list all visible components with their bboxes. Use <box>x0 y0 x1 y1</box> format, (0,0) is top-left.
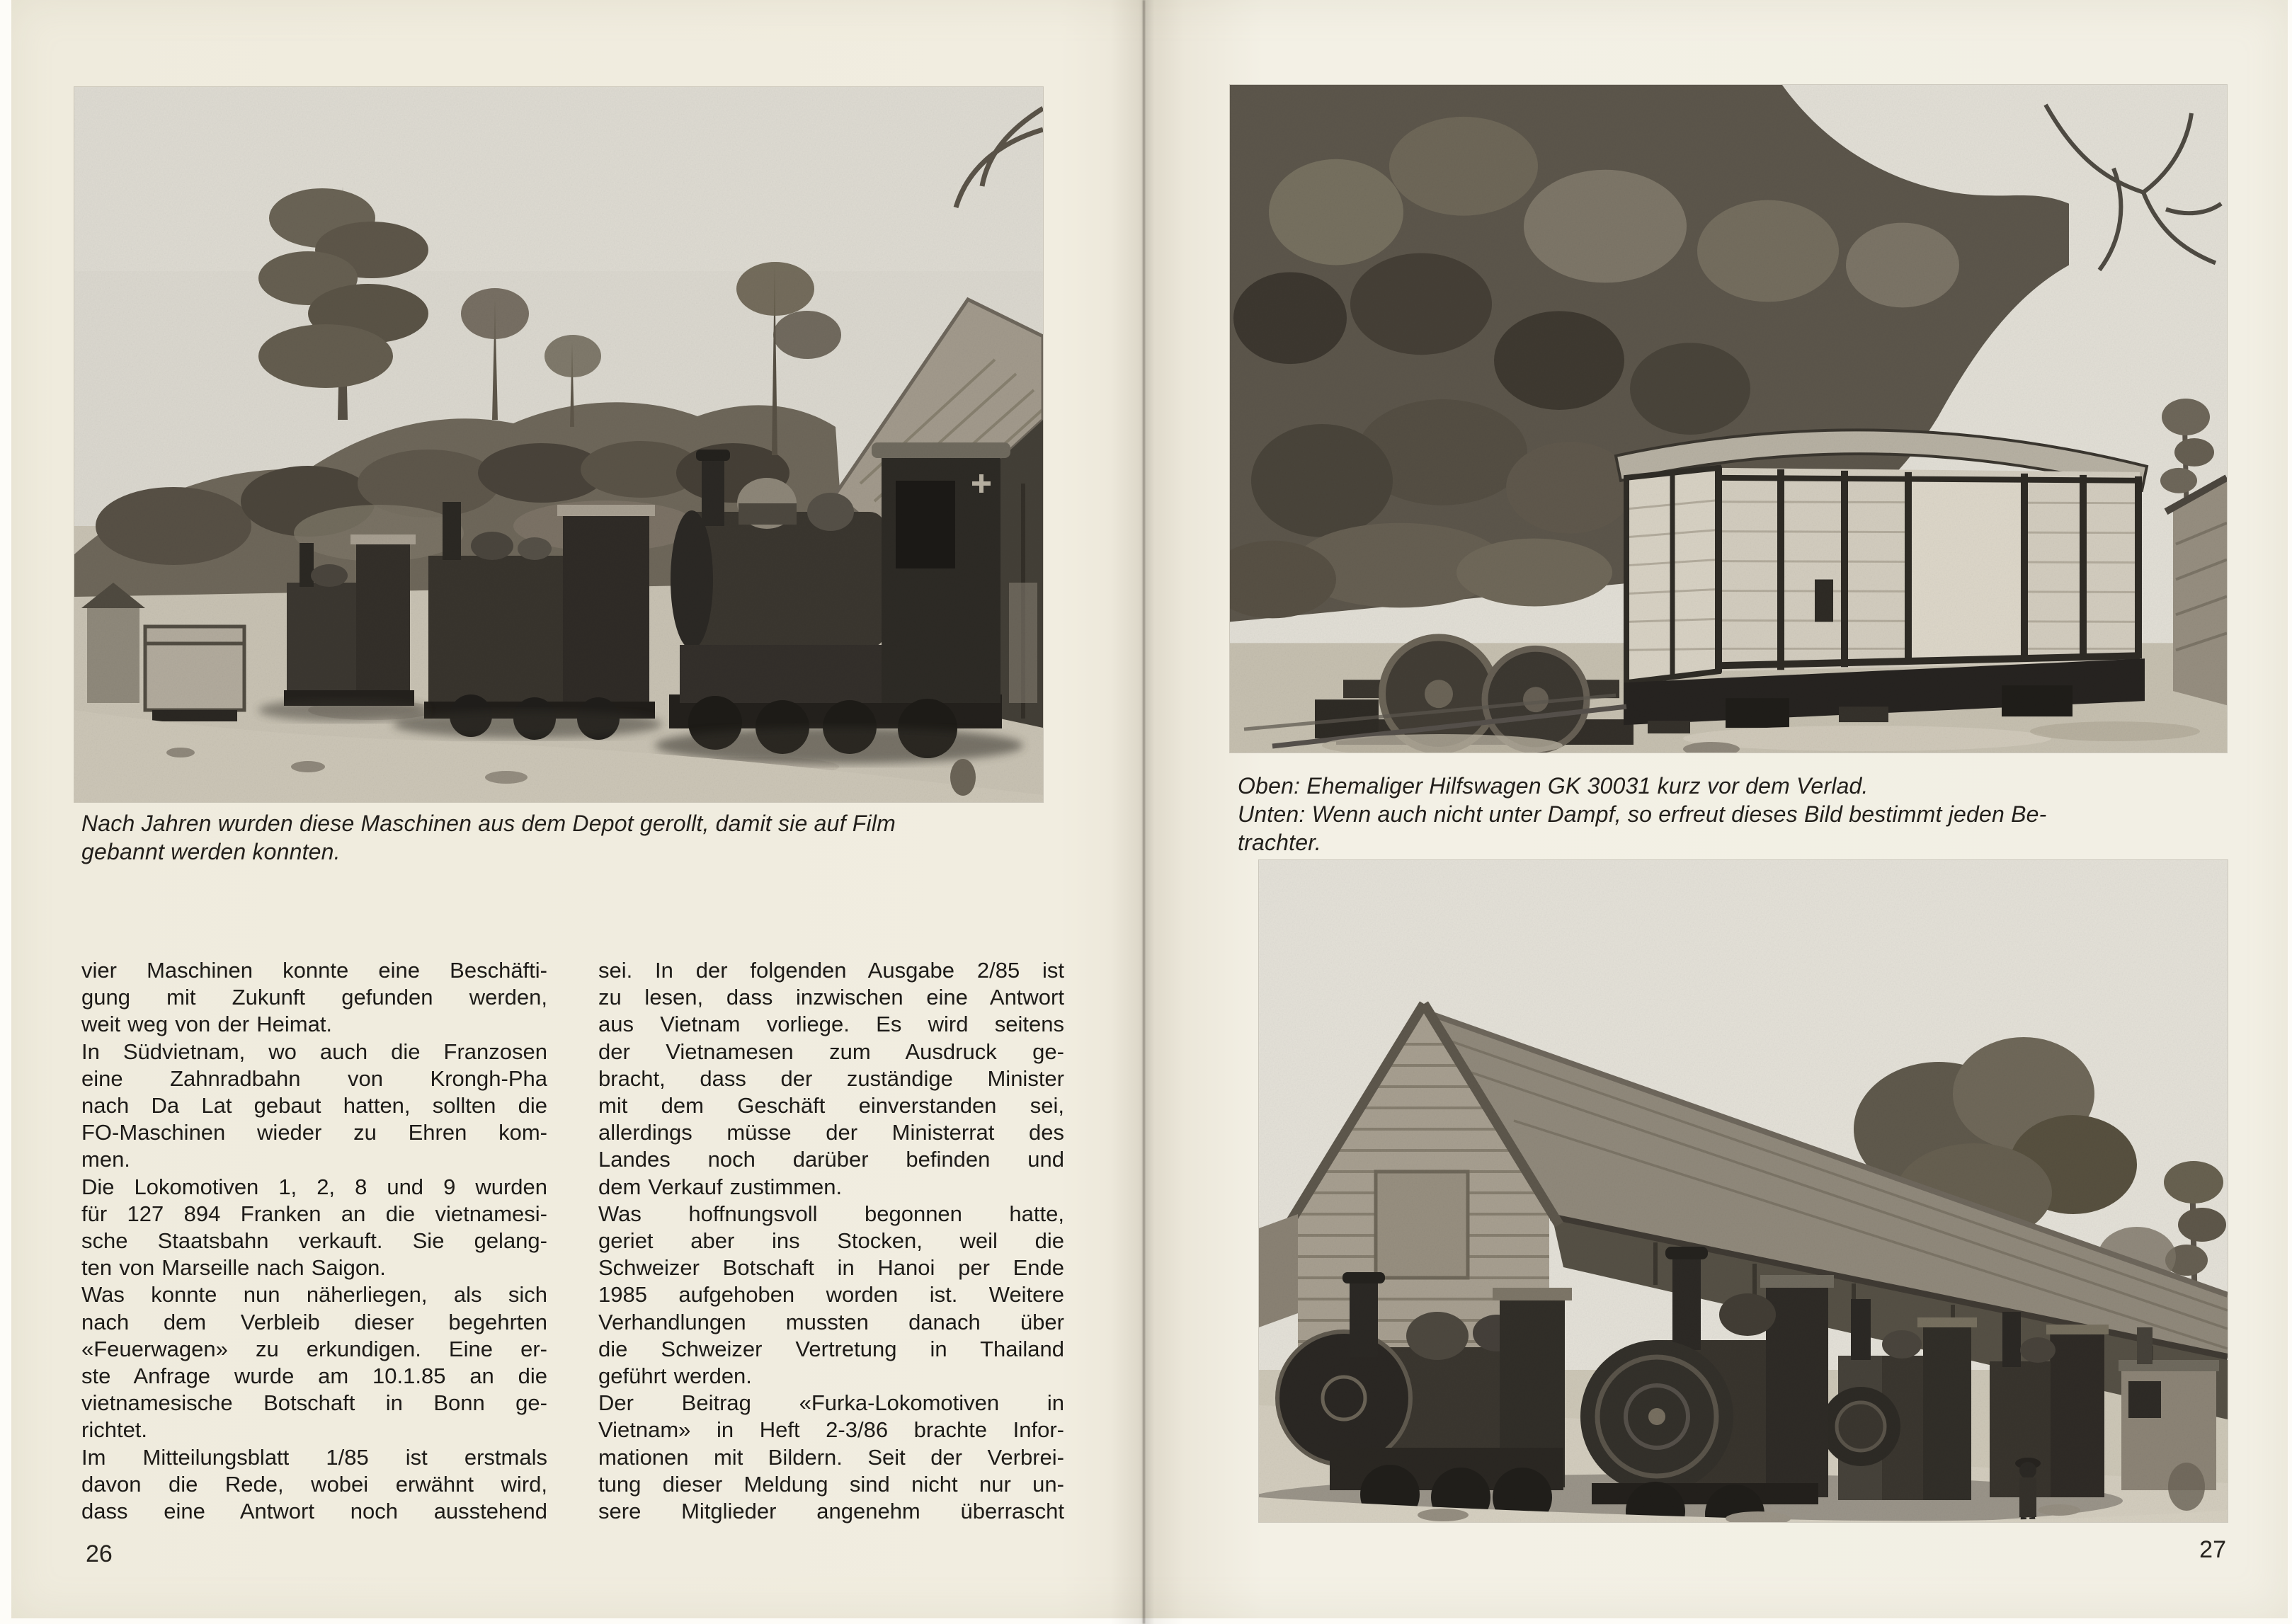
body-line: Der Beitrag «Furka-Lokomotiven in <box>598 1390 1064 1416</box>
caption-photos-right <box>1238 772 2229 857</box>
photo-depot-illustration <box>74 87 1043 802</box>
photo-shed-locomotive-row <box>1259 860 2228 1522</box>
body-line: eine Zahnradbahn von Krongh-Pha <box>81 1065 547 1091</box>
photo-depot-locomotive-lineup <box>74 87 1043 802</box>
body-line: In Südvietnam, wo auch die Franzosen <box>81 1039 547 1064</box>
body-line: sche Staatsbahn verkauft. Sie gelang- <box>81 1228 547 1254</box>
body-line: Verhandlungen mussten danach über <box>598 1309 1064 1334</box>
body-line: davon die Rede, wobei erwähnt wird, <box>81 1471 547 1497</box>
photo-shed-illustration <box>1259 860 2228 1522</box>
page-gutter-fold <box>1110 0 1184 1624</box>
body-line: tung dieser Meldung sind nicht nur un- <box>598 1471 1064 1497</box>
photo-hilfswagen-illustration <box>1230 85 2227 753</box>
body-line: nach dem Verbleib dieser begehrten <box>81 1309 547 1334</box>
body-line: ste Anfrage wurde am 10.1.85 an die <box>81 1363 547 1389</box>
caption-line: Unten: Wenn auch nicht unter Dampf, so erfreut dieses Bild bestimmt jeden Be- <box>1238 801 2047 827</box>
body-line: allerdings müsse der Ministerrat des <box>598 1120 1064 1145</box>
page-number-26: 26 <box>86 1540 113 1567</box>
body-line: nach Da Lat gebaut hatten, sollten die <box>81 1093 547 1119</box>
caption-line: Oben: Ehemaliger Hilfswagen GK 30031 kurz vor dem Verlad. <box>1238 773 1869 799</box>
body-line: mationen mit Bildern. Seit der Verbrei- <box>598 1444 1064 1470</box>
photo-hilfswagen-gk30031 <box>1230 85 2227 753</box>
body-line: Die Lokomotiven 1, 2, 8 und 9 wurden <box>81 1174 547 1199</box>
body-line: dass eine Antwort noch ausstehend <box>81 1499 547 1524</box>
body-line: Im Mitteilungsblatt 1/85 ist erstmals <box>81 1444 547 1470</box>
body-line: FO-Maschinen wieder zu Ehren kom- <box>81 1120 547 1145</box>
body-line: Was hoffnungsvoll begonnen hatte, <box>598 1201 1064 1226</box>
body-line: men. <box>81 1147 130 1172</box>
body-line: gung mit Zukunft gefunden werden, <box>81 985 547 1010</box>
body-line: für 127 894 Franken an die vietnamesi- <box>81 1201 547 1226</box>
body-line: bracht, dass der zuständige Minister <box>598 1065 1064 1091</box>
body-line: weit weg von der Heimat. <box>81 1012 333 1037</box>
body-line: geriet aber ins Stocken, weil die <box>598 1228 1064 1254</box>
body-line: Was konnte nun näherliegen, als sich <box>81 1282 547 1308</box>
body-line: ten von Marseille nach Saigon. <box>81 1255 386 1281</box>
body-line: dem Verkauf zustimmen. <box>598 1174 843 1199</box>
caption-line: trachter. <box>1238 830 1321 855</box>
body-line: Vietnam» in Heft 2-3/86 brachte Infor- <box>598 1417 1064 1443</box>
body-line: Landes noch darüber befinden und <box>598 1147 1064 1172</box>
body-line: sei. In der folgenden Ausgabe 2/85 ist <box>598 958 1064 983</box>
page-number-27: 27 <box>2199 1536 2226 1563</box>
body-line: sere Mitglieder angenehm überrascht <box>598 1499 1064 1524</box>
caption-line: Nach Jahren wurden diese Maschinen aus dem Depot gerollt, damit sie auf Film <box>81 811 896 836</box>
text-column-1 <box>81 957 547 1525</box>
body-line: richtet. <box>81 1417 148 1443</box>
body-line: der Vietnamesen zum Ausdruck ge- <box>598 1039 1064 1064</box>
caption-photo-depot <box>81 809 1059 866</box>
body-line: aus Vietnam vorliege. Es wird seitens <box>598 1012 1064 1037</box>
body-line: die Schweizer Vertretung in Thailand <box>598 1336 1064 1361</box>
body-line: mit dem Geschäft einverstanden sei, <box>598 1093 1064 1119</box>
text-column-2 <box>598 957 1064 1525</box>
body-line: 1985 aufgehoben worden ist. Weitere <box>598 1282 1064 1308</box>
body-line: vietnamesische Botschaft in Bonn ge- <box>81 1390 547 1416</box>
body-line: Schweizer Botschaft in Hanoi per Ende <box>598 1255 1064 1281</box>
body-line: «Feuerwagen» zu erkundigen. Eine er- <box>81 1336 547 1361</box>
body-line: geführt werden. <box>598 1363 752 1389</box>
caption-line: gebannt werden konnten. <box>81 839 341 864</box>
body-line: zu lesen, dass inzwischen eine Antwort <box>598 985 1064 1010</box>
body-line: vier Maschinen konnte eine Beschäfti- <box>81 958 547 983</box>
